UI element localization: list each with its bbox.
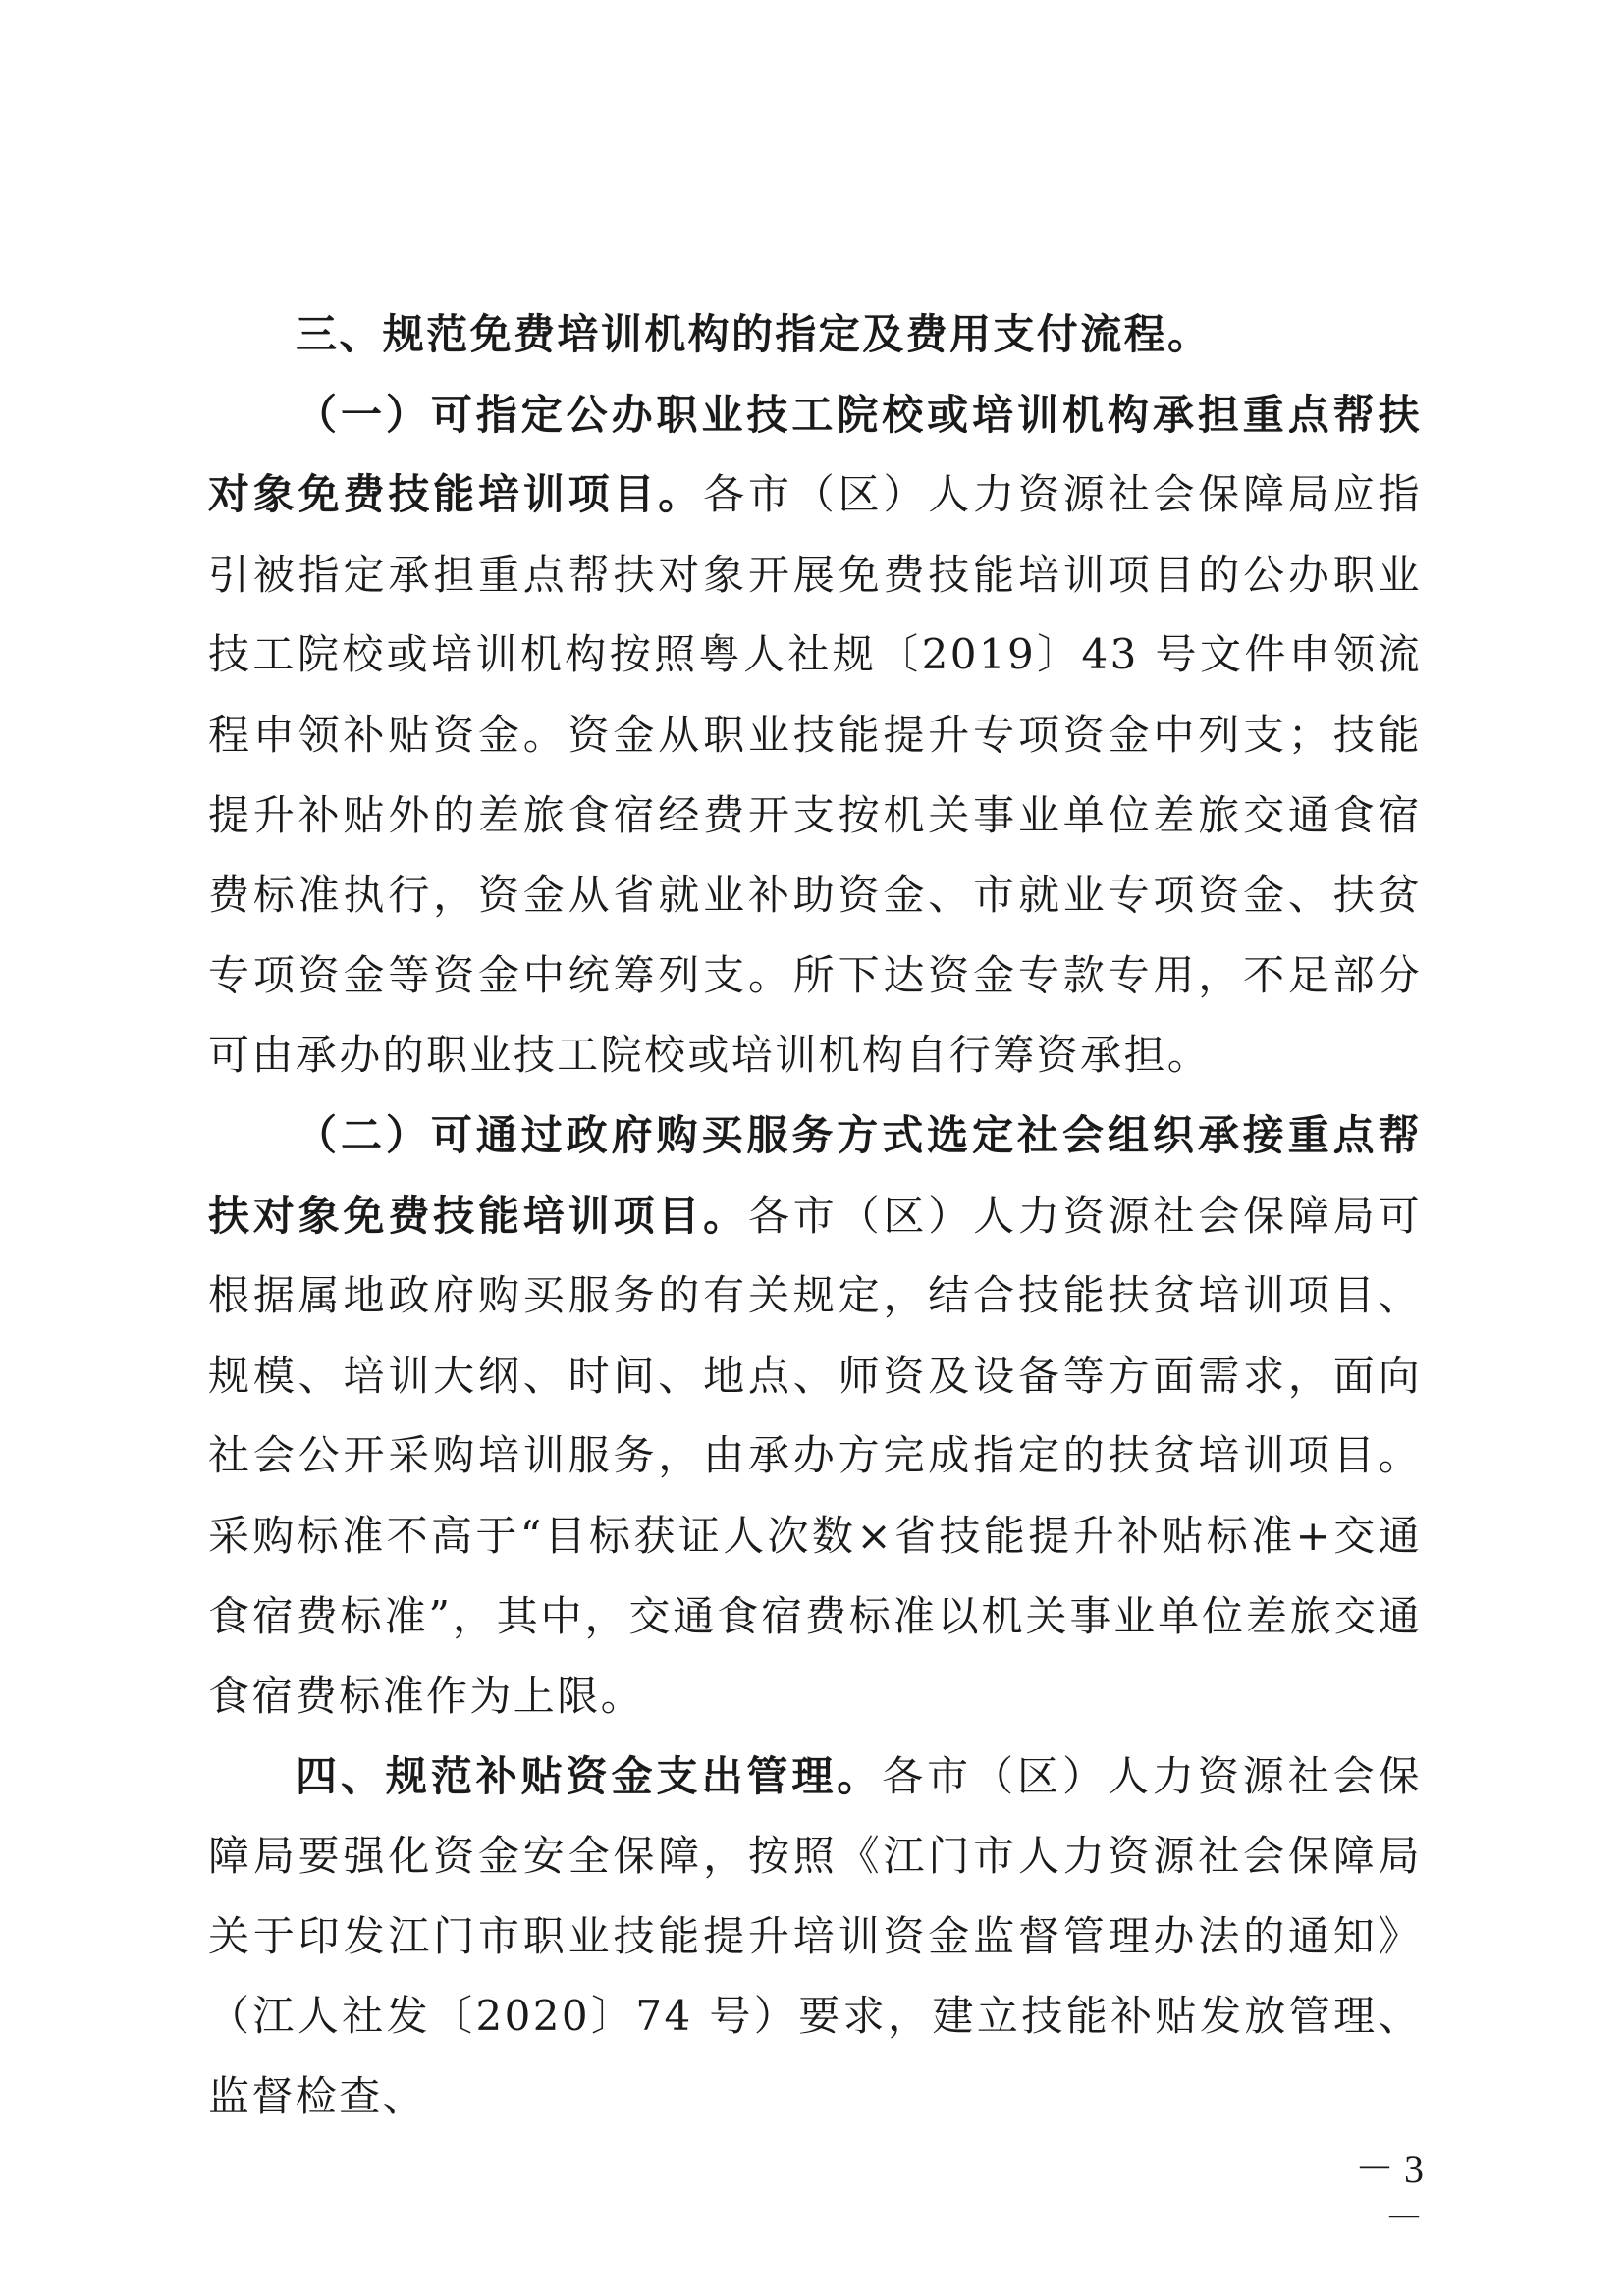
section-4-body: 各市（区）人力资源社会保障局要强化资金安全保障，按照《江门市人力资源社会保障局关于印发江门市职业技能提升培训资金监督管理办法的通知》（江人社发〔2020〕74 号）要求，建立技能补贴发放管理、监督检查、	[208, 1751, 1422, 2121]
section-3-item-2-lead: （二）可通过政府购买服务方式选定社会组织承接重点帮扶对象免费技能培训项目。	[208, 1110, 1422, 1240]
section-3-item-1-lead: （一）可指定公办职业技工院校或培训机构承担重点帮扶对象免费技能培训项目。	[208, 390, 1422, 519]
section-3-item-2-paragraph	[208, 1095, 1422, 1736]
section-3-item-1-paragraph	[208, 375, 1422, 1095]
section-4-paragraph	[208, 1736, 1422, 2137]
section-3-item-1-body: 各市（区）人力资源社会保障局应指引被指定承担重点帮扶对象开展免费技能培训项目的公办职业技工院校或培训机构按照粤人社规〔2019〕43 号文件申领流程申领补贴资金。资金从职业技能提升专项资金中列支；技能提升补贴外的差旅食宿经费开支按机关事业单位差旅交通食宿费标准执行，资金从省就业补助资金、市就业专项资金、扶贫专项资金等资金中统筹列支。所下达资金专款专用，不足部分可由承办的职业技工院校或培训机构自行筹资承担。	[208, 470, 1422, 1080]
section-3-heading: 三、规范免费培训机构的指定及费用支付流程。	[296, 310, 1212, 358]
section-4-lead: 四、规范补贴资金支出管理。	[296, 1751, 883, 1800]
section-3-item-2-body: 各市（区）人力资源社会保障局可根据属地政府购买服务的有关规定，结合技能扶贫培训项目、规模、培训大纲、时间、地点、师资及设备等方面需求，面向社会公开采购培训服务，由承办方完成指定的扶贫培训项目。采购标准不高于“目标获证人次数×省技能提升补贴标准+交通食宿费标准”，其中，交通食宿费标准以机关事业单位差旅交通食宿费标准作为上限。	[208, 1191, 1422, 1721]
document-body	[208, 294, 1422, 2137]
page-number: － 3 －	[1355, 2147, 1424, 2240]
